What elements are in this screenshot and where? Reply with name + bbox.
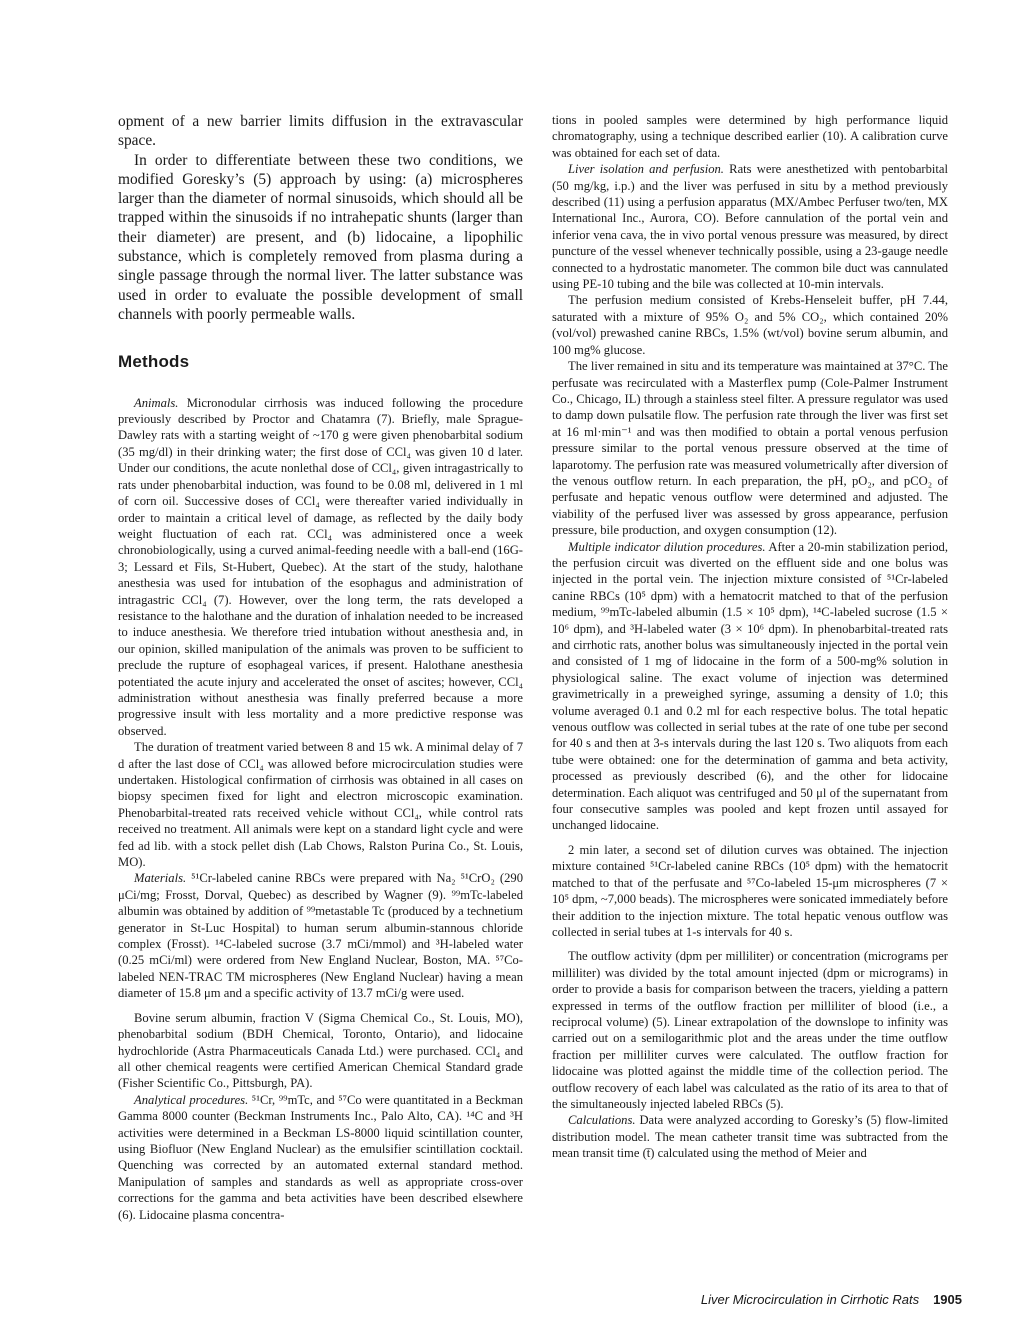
second-set-paragraph: 2 min later, a second set of dilution curves was obtained. The injection mixture contained ⁵¹Cr-labeled canine RBCs (10⁵ dpm) with the hematocrit matched to that of the perfusate and ⁵⁷Co-labeled 15-μm microspheres (7 × 10⁵ dpm, ~7,000 beads). The microspheres were sonicated immediately before their addition to the injection mixture. The total hepatic venous outflow was collected in serial tubes at 1-s intervals for 40 s. [552,842,948,939]
materials-label: Materials. [134,871,187,886]
calculations-paragraph [552,1112,948,1161]
intro-continuation-paragraph: opment of a new barrier limits diffusion in the extravascular space. [118,113,523,150]
situ-paragraph: The liver remained in situ and its temperature was maintained at 37°C. The perfusate was recirculated with a Masterflex pump (Cole-Palmer Instrument Co., Chicago, IL) through a stainless steel filter. A pressure regulator was used to damp down pulsatile flow. The perfusion rate through the liver was first set at 16 ml·min⁻¹ and was then modified to obtain a portal venous perfusion pressure similar to the portal venous pressure observed at the time of laparotomy. The perfusion rate was measured volumetrically after diversion of the venous outflow return. In each preparation, the pH, pO₂, and pCO₂ of perfusate and hepatic venous outflow were determined and adjusted. The viability of the perfused liver was assessed by gross appearance, perfusion pressure, bile production, and oxygen consumption (12). [552,359,948,538]
continuation-paragraph: tions in pooled samples were determined by high performance liquid chromatography, using a technique described earlier (10). A calibration curve was obtained for each set of data. [552,113,948,160]
left-column [118,112,523,1223]
animals-label: Animals. [134,395,179,410]
liver-paragraph [552,161,948,292]
multiple-indicator-paragraph [552,539,948,834]
analytical-label: Analytical procedures. [134,1092,249,1107]
multiple-text: After a 20-min stabilization period, the perfusion circuit was diverted on the effluent side and one bolus was injected in the portal vein. The injection mixture consisted of ⁵¹Cr-labeled canine RBCs (10⁵ dpm) with a hematocrit matched to that of the perfusion medium, ⁹⁹mTc-labeled albumin (1.5 × 10⁵ dpm), ¹⁴C-labeled sucrose (1.5 × 10⁶ dpm), and ³H-labeled water (3 × 10⁶ dpm). In phenobarbital-treated rats and cirrhotic rats, another bolus was simultaneously injected in the portal vein and consisted of 1 mg of lidocaine in the form of a 500-mg% solution in physiological saline. The exact volume of injection was determined gravimetrically in a preweighed syringe, assuming a density of 1.0; this volume averaged 0.1 and 0.2 ml for each respective bolus. The total hepatic venous outflow was collected in serial tubes at the rate of one tube per second for 40 s and then at 3-s intervals during the last 120 s. Two aliquots from each tube were obtained: one for the determination of gamma and beta activity, processed as previously described (6), and the other for lidocaine determination. Each aliquot was centrifuged and 50 μl of the supernatant from four consecutive samples was pooled and kept frozen until assayed for unchanged lidocaine. [552,539,948,833]
animals-paragraph [118,395,523,740]
analytical-paragraph [118,1092,523,1223]
calculations-text: Data were analyzed according to Goresky’s (5) flow-limited distribution model. The mean catheter transit time was subtracted from the mean transit time (t̄) calculated using the method of Meier and [552,1113,948,1161]
materials-paragraph [118,870,523,1001]
medium-paragraph: The perfusion medium consisted of Krebs-Henseleit buffer, pH 7.44, saturated with a mixture of 95% O₂ and 5% CO₂, which contained 20% (vol/vol) prewashed canine RBCs, 1.5% (wt/vol) bovine serum albumin, and 100 mg% glucose. [552,293,948,357]
analytical-text: ⁵¹Cr, ⁹⁹mTc, and ⁵⁷Co were quantitated in a Beckman Gamma 8000 counter (Beckman Instruments Inc., Palo Alto, CA). ¹⁴C and ³H activities were determined in a Beckman LS-8000 liquid scintillation counter, using Biofluor (New England Nuclear) as the emulsifier scintillation cocktail. Quenching was corrected by an automated external standard method. Manipulation of samples and standards as well as appropriate cross-over corrections for the gamma and beta activities have been described elsewhere (6). Lidocaine plasma concentra- [118,1092,523,1222]
materials-text: ⁵¹Cr-labeled canine RBCs were prepared with Na₂ ⁵¹CrO₂ (290 μCi/mg; Frosst, Dorval, Quebec) as described by Wagner (9). ⁹⁹mTc-labeled albumin was obtained by addition of ⁹⁹metastable Tc (produced by a technetium generator in St-Luc Hospital) to human serum albumin-stannous chloride complex (Frosst). ¹⁴C-labeled sucrose (3.7 mCi/mmol) and ³H-labeled water (0.25 mCi/ml) were ordered from New England Nuclear, Boston, MA. ⁵⁷Co-labeled NEN-TRAC TM microspheres (New England Nuclear) having a mean diameter of 15.8 μm and a specific activity of 13.7 mCi/g were used. [118,871,523,1001]
running-title: Liver Microcirculation in Cirrhotic Rats [700,1292,920,1307]
animals-text: Micronodular cirrhosis was induced following the procedure previously described by Proctor and Chatamra (7). Briefly, male Sprague-Dawley rats with a starting weight of ~170 g were given phenobarbital sodium (35 mg/dl) in their drinking water; the first dose of CCl₄ was given 10 d later. Under our conditions, the acute nonlethal dose of CCl₄, given intragastrically to rats under phenobarbital induction, was found to be 0.08 ml, delivered in 1 ml of corn oil. Successive doses of CCl₄ were thereafter varied individually in order to maintain a critical level of damage, as reflected by the daily body weight fluctuation of each rat. CCl₄ was administered once a week chronobiologically, using a curved animal-feeding needle with a ball-end (16G-3; Lessard et Fils, St-Hubert, Quebec). At the start of the study, halothane anesthesia was used for intubation of the esophagus and administration of intragastric CCl₄ (7). However, over the long term, the rats developed a resistance to the halothane and the duration of inhalation needed to be increased to induce anesthesia. We therefore tried intubation without anesthesia and, in our opinion, skilled manipulation of the animals was proven to be sufficient to preclude the rupture of esophageal varices, if present. Halothane anesthesia potentiated the acute injury and accelerated the onset of ascites; however, CCl₄ administration without anesthesia was finally preferred because a more progressive insult with less mortality and a more predictive response was observed. [118,395,523,738]
page-number: 1905 [933,1292,962,1307]
liver-label: Liver isolation and perfusion. [568,162,724,177]
duration-paragraph: The duration of treatment varied between 8 and 15 wk. A minimal delay of 7 d after the last dose of CCl₄ was allowed before microcirculation studies were undertaken. Histological confirmation of cirrhosis was obtained in all cases on biopsy specimen fixed for light and electron microscopic examination. Phenobarbital-treated rats received vehicle without CCl₄, while control rats received no treatment. All animals were kept on a standard light cycle and were fed ad lib. with a stock pellet dish (Lab Chows, Ralston Purina Co., St. Louis, MO). [118,740,523,870]
intro-paragraph: In order to differentiate between these two conditions, we modified Goresky’s (5) approach by using: (a) microspheres larger than the diameter of normal sinusoids, which should all be trapped within the sinusoids if no intrahepatic shunts (larger than their diameter) are present, and (b) lidocaine, a lipophilic substance, which is completely removed from plasma during a single passage through the normal liver. The latter substance was used in order to evaluate the possible development of small channels with poorly permeable walls. [118,151,523,323]
methods-heading: Methods [118,352,190,372]
outflow-paragraph: The outflow activity (dpm per milliliter) or concentration (micrograms per milliliter) was divided by the total amount injected (dpm or micrograms) in order to provide a basis for comparison between the tracers, yielding a pattern expressed in terms of the outflow fraction per milliliter of blood (i.e., a reciprocal volume) (5). Linear extrapolation of the downslope to infinity was carried out on a semilogarithmic plot and the areas under the time outflow fraction per milliliter curves were calculated. The outflow fraction for lidocaine was plotted against the middle time of the collection period. The outflow recovery of each label was calculated as the ratio of its area to that of the simultaneously injected labeled RBCs (5). [552,949,948,1111]
right-column [552,112,948,1162]
multiple-label: Multiple indicator dilution procedures. [568,539,766,554]
page-footer [701,1292,962,1307]
bovine-paragraph: Bovine serum albumin, fraction V (Sigma Chemical Co., St. Louis, MO), phenobarbital sodium (BDH Chemical, Toronto, Ontario), and lidocaine hydrochloride (Astra Pharmaceuticals Canada Ltd.) were purchased. CCl₄ and all other chemical reagents were certified American Chemical Standard grade (Fisher Scientific Co., Pittsburgh, PA). [118,1010,523,1091]
calculations-label: Calculations. [568,1113,636,1128]
liver-text: Rats were anesthetized with pentobarbital (50 mg/kg, i.p.) and the liver was perfused in situ by a method previously described (11) using a perfusion apparatus (MX/Ambec Perfuser two/ten, MX International Inc., Aurora, CO). Before cannulation of the portal vein and inferior vena cava, the in vivo portal venous pressure was measured, by direct puncture of the vessel whenever technically possible, using a 23-gauge needle connected to a hydrostatic manometer. The common bile duct was cannulated using PE-10 tubing and the bile was collected at 10-min intervals. [552,162,948,292]
